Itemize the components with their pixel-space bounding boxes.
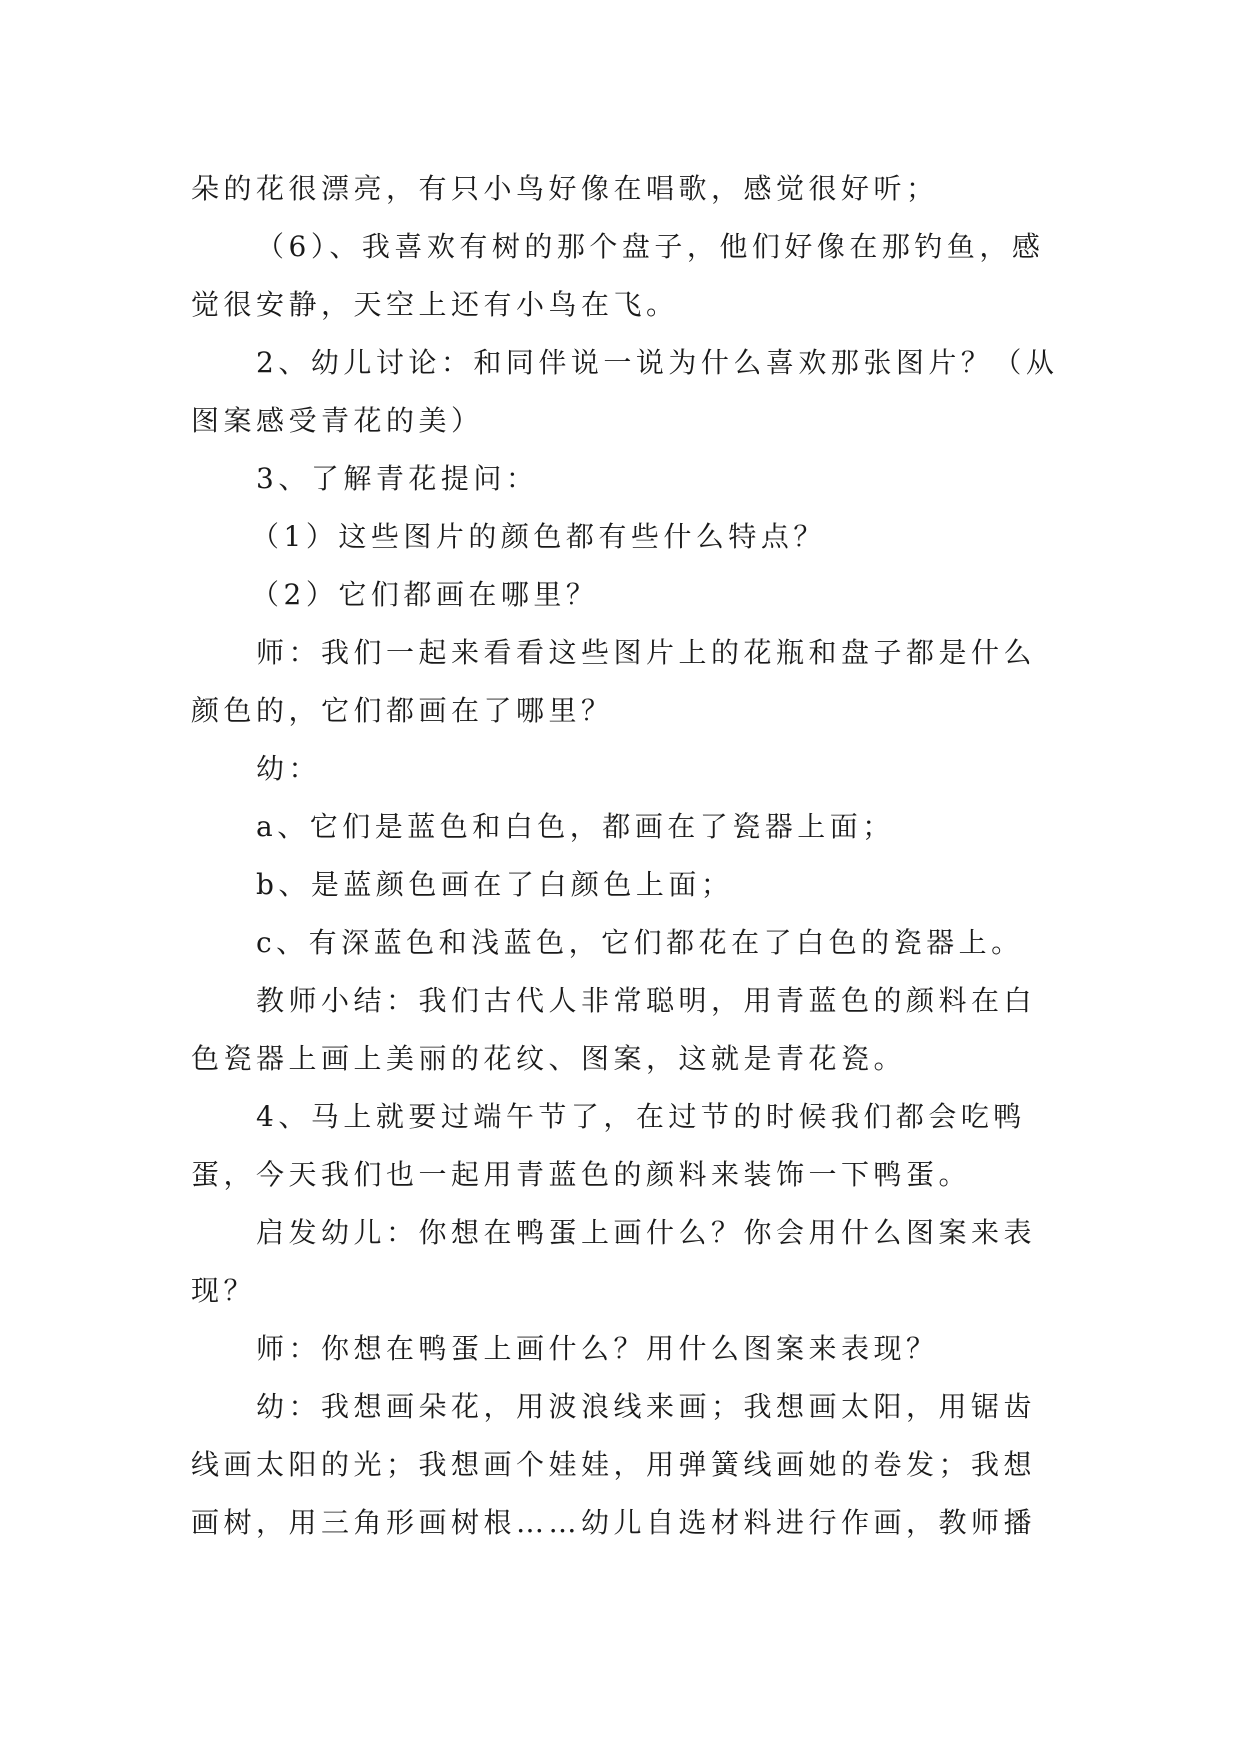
text-line: 觉很安静，天空上还有小鸟在飞。 <box>191 288 679 321</box>
text-line: （1）这些图片的颜色都有些什么特点？ <box>251 520 826 553</box>
text-line: 启发幼儿：你想在鸭蛋上画什么？你会用什么图案来表 <box>256 1216 1037 1249</box>
text-line: 蛋，今天我们也一起用青蓝色的颜料来装饰一下鸭蛋。 <box>191 1158 972 1191</box>
text-line: 师：我们一起来看看这些图片上的花瓶和盘子都是什么 <box>256 636 1037 669</box>
text-line: 朵的花很漂亮，有只小鸟好像在唱歌，感觉很好听； <box>191 172 939 205</box>
text-line: 3、了解青花提问： <box>256 462 539 495</box>
text-line: 色瓷器上画上美丽的花纹、图案，这就是青花瓷。 <box>191 1042 907 1075</box>
body-text <box>191 160 1059 1552</box>
text-line: 幼：我想画朵花，用波浪线来画；我想画太阳，用锯齿 <box>256 1390 1037 1423</box>
text-line: 画树，用三角形画树根……幼儿自选材料进行作画，教师播 <box>191 1506 1037 1539</box>
text-line: b、是蓝颜色画在了白颜色上面； <box>256 868 734 901</box>
text-line: 教师小结：我们古代人非常聪明，用青蓝色的颜料在白 <box>256 984 1037 1017</box>
text-line: 颜色的，它们都画在了哪里？ <box>191 694 614 727</box>
text-line: 4、马上就要过端午节了，在过节的时候我们都会吃鸭 <box>256 1100 1026 1133</box>
text-line: 师：你想在鸭蛋上画什么？用什么图案来表现？ <box>256 1332 939 1365</box>
text-line: 线画太阳的光；我想画个娃娃，用弹簧线画她的卷发；我想 <box>191 1448 1037 1481</box>
text-line: （2）它们都画在哪里？ <box>251 578 599 611</box>
text-line: 图案感受青花的美） <box>191 404 484 437</box>
text-line: a、它们是蓝色和白色，都画在了瓷器上面； <box>256 810 895 843</box>
text-line: 现？ <box>191 1274 257 1307</box>
text-line: 幼： <box>256 752 322 785</box>
text-line: 2、幼儿讨论：和同伴说一说为什么喜欢那张图片？（从 <box>256 346 1059 379</box>
text-line: c、有深蓝色和浅蓝色，它们都花在了白色的瓷器上。 <box>256 926 1024 959</box>
text-line: （6）、我喜欢有树的那个盘子，他们好像在那钓鱼，感 <box>256 230 1045 263</box>
